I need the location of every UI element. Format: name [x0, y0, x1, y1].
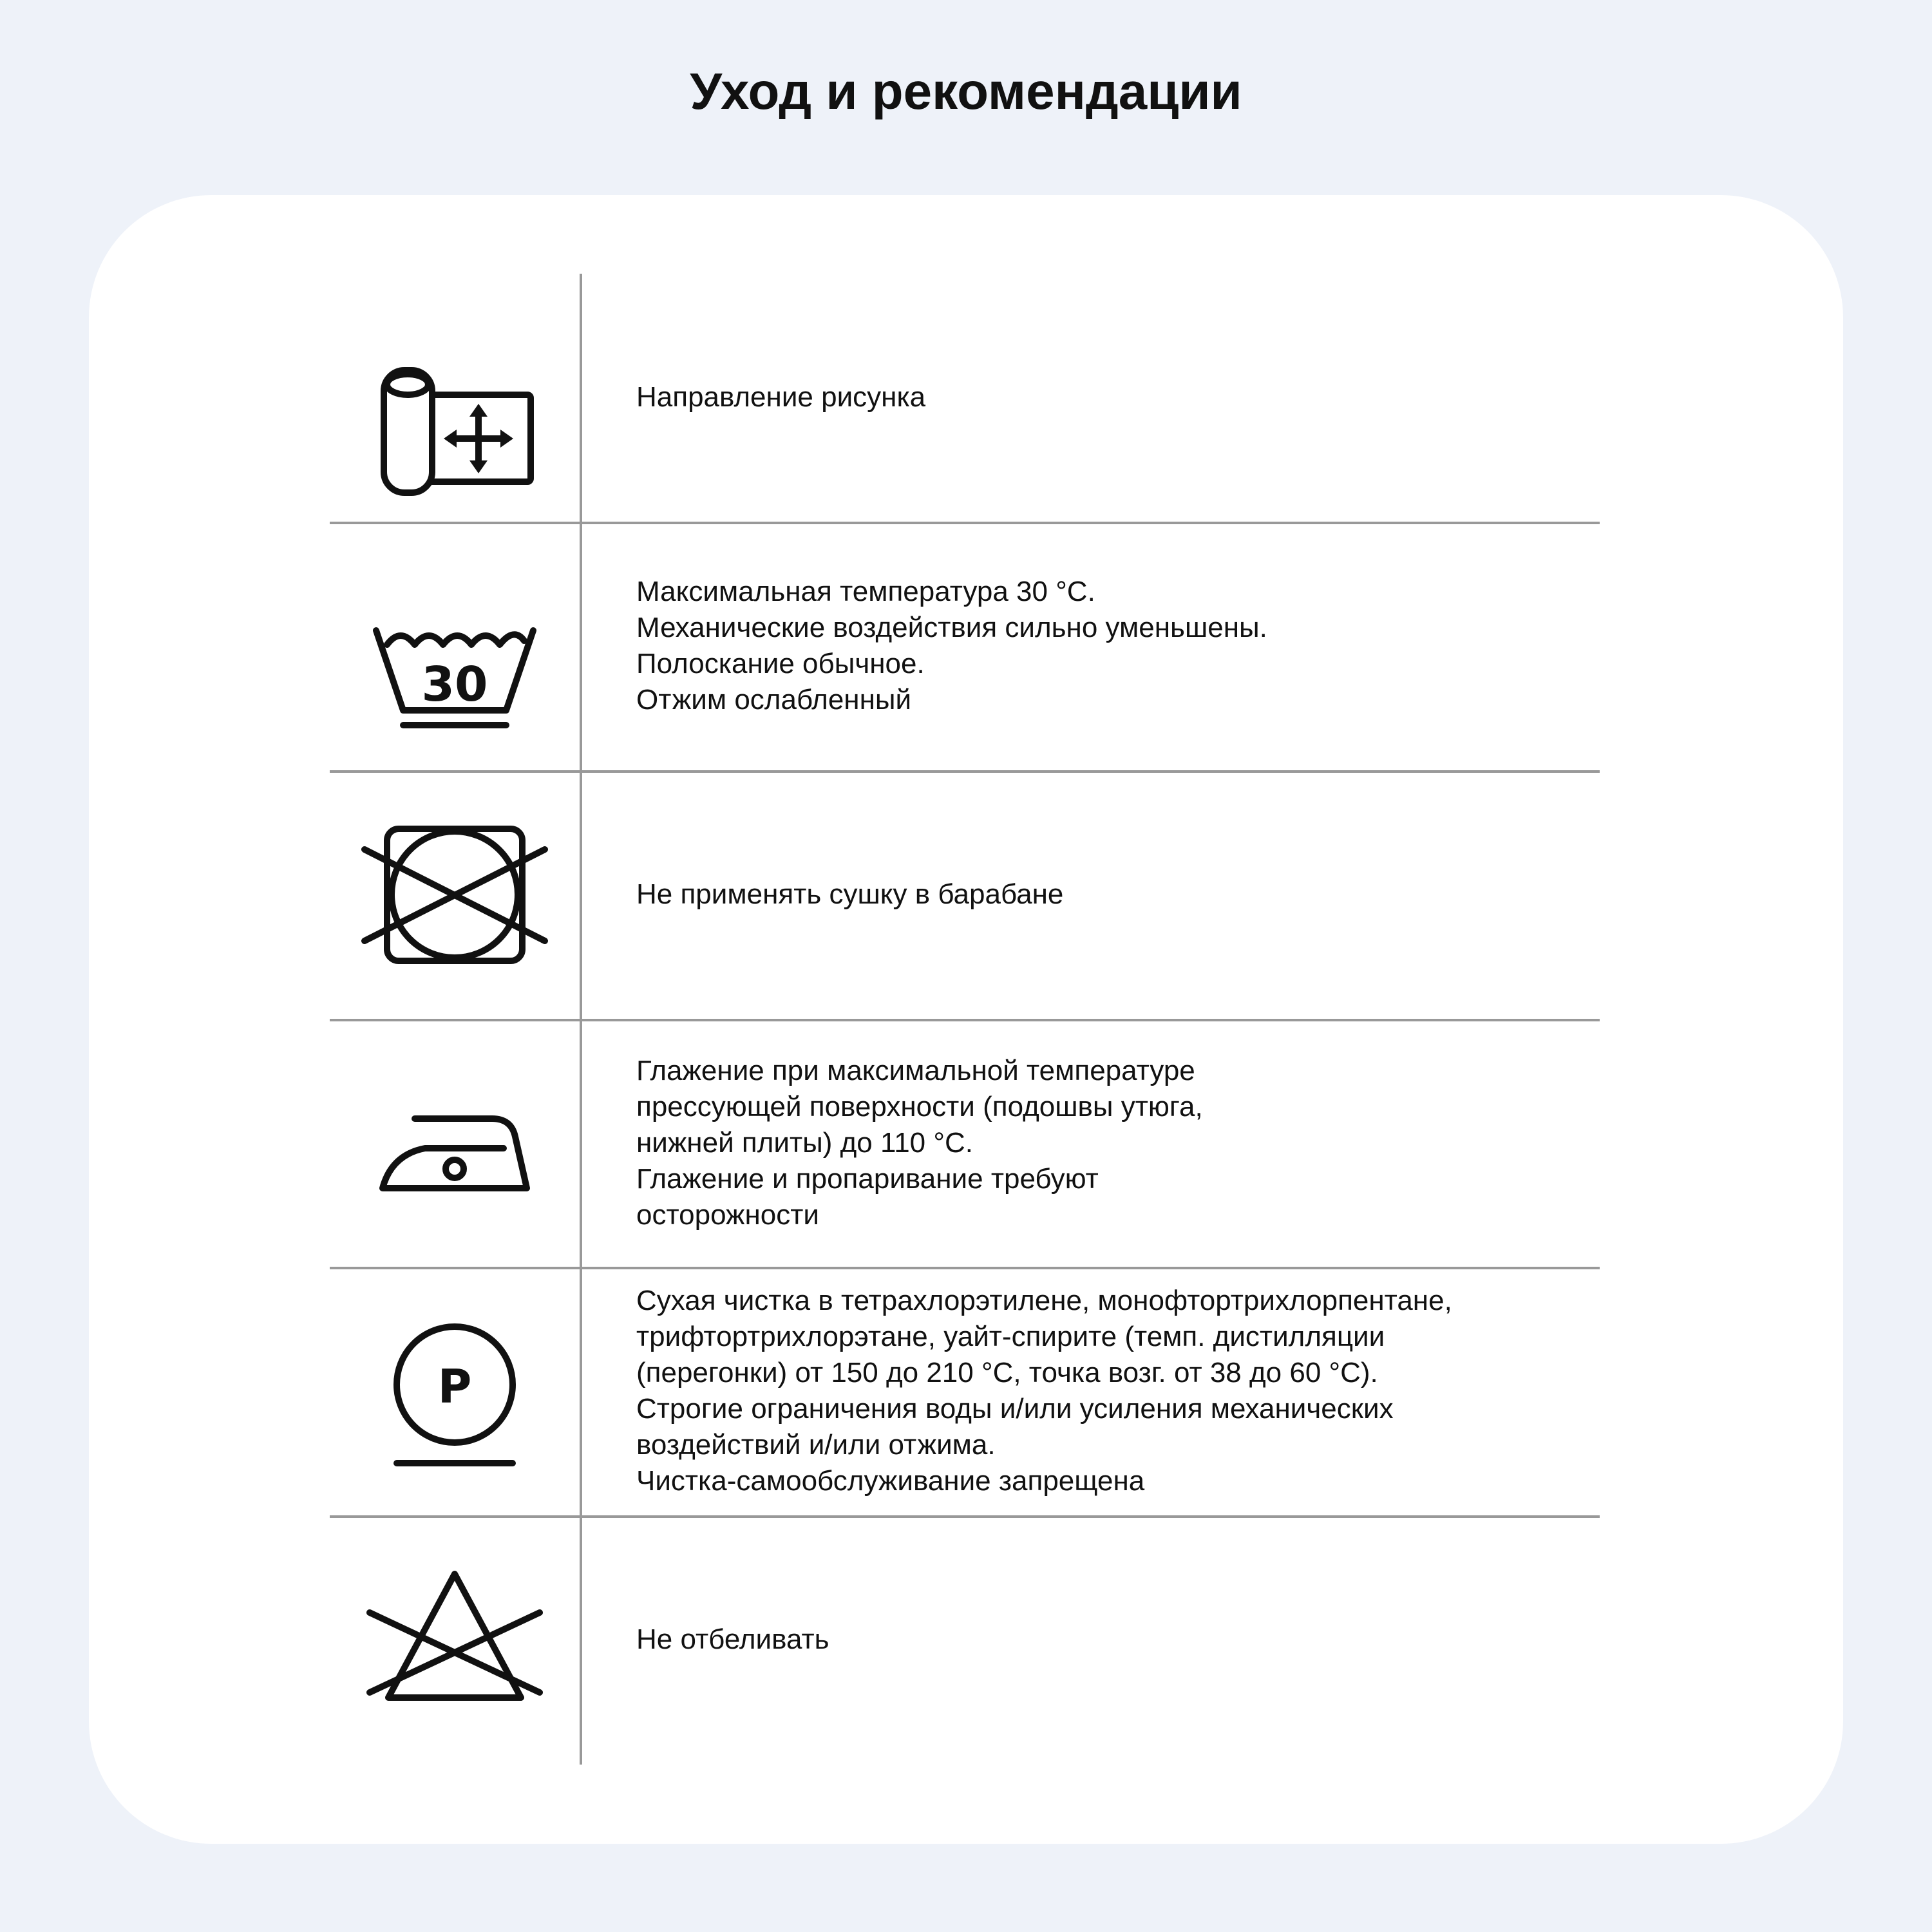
wash-30-icon: [330, 522, 580, 770]
description-line: Сухая чистка в тетрахлорэтилене, монофтортрихлорпентане,: [636, 1285, 1452, 1316]
description-line: трифтортрихлорэтане, уайт-спирите (темп. дистилляции: [636, 1321, 1385, 1352]
description-line: осторожности: [636, 1199, 819, 1231]
description-line: Строгие ограничения воды и/или усиления механических: [636, 1393, 1394, 1425]
no-bleach-icon: [330, 1515, 580, 1764]
iron-low-icon: [330, 1019, 580, 1267]
pattern-direction-icon: [330, 273, 580, 522]
care-description: [636, 273, 1609, 522]
description-line: Механические воздействия сильно уменьшены.: [636, 612, 1267, 643]
dry-clean-p-gentle-icon: [330, 1267, 580, 1515]
description-line: воздействий и/или отжима.: [636, 1429, 996, 1461]
page-title: Уход и рекомендации: [690, 62, 1242, 120]
care-description: [636, 1515, 1609, 1764]
description-line: Не применять сушку в барабане: [636, 878, 1064, 910]
description-line: Глажение и пропаривание требуют: [636, 1163, 1099, 1195]
description-line: прессующей поверхности (подошвы утюга,: [636, 1091, 1203, 1122]
dry-clean-solvent-label: P: [437, 1359, 472, 1414]
description-line: нижней плиты) до 110 °С.: [636, 1127, 973, 1159]
description-line: Максимальная температура 30 °С.: [636, 576, 1095, 607]
no-tumble-dry-icon: [330, 770, 580, 1019]
description-line: Отжим ослабленный: [636, 684, 912, 715]
description-line: Направление рисунка: [636, 381, 926, 413]
description-line: Чистка-самообслуживание запрещена: [636, 1465, 1145, 1497]
care-description: [636, 522, 1609, 770]
description-line: Не отбеливать: [636, 1624, 829, 1655]
description-line: Полоскание обычное.: [636, 648, 925, 679]
care-description: [636, 1267, 1609, 1515]
care-description: [636, 1019, 1609, 1267]
description-line: Глажение при максимальной температуре: [636, 1055, 1195, 1086]
wash-temperature-label: 30: [421, 657, 488, 712]
care-description: [636, 770, 1609, 1019]
description-line: (перегонки) от 150 до 210 °С, точка возг. от 38 до 60 °С).: [636, 1357, 1378, 1388]
